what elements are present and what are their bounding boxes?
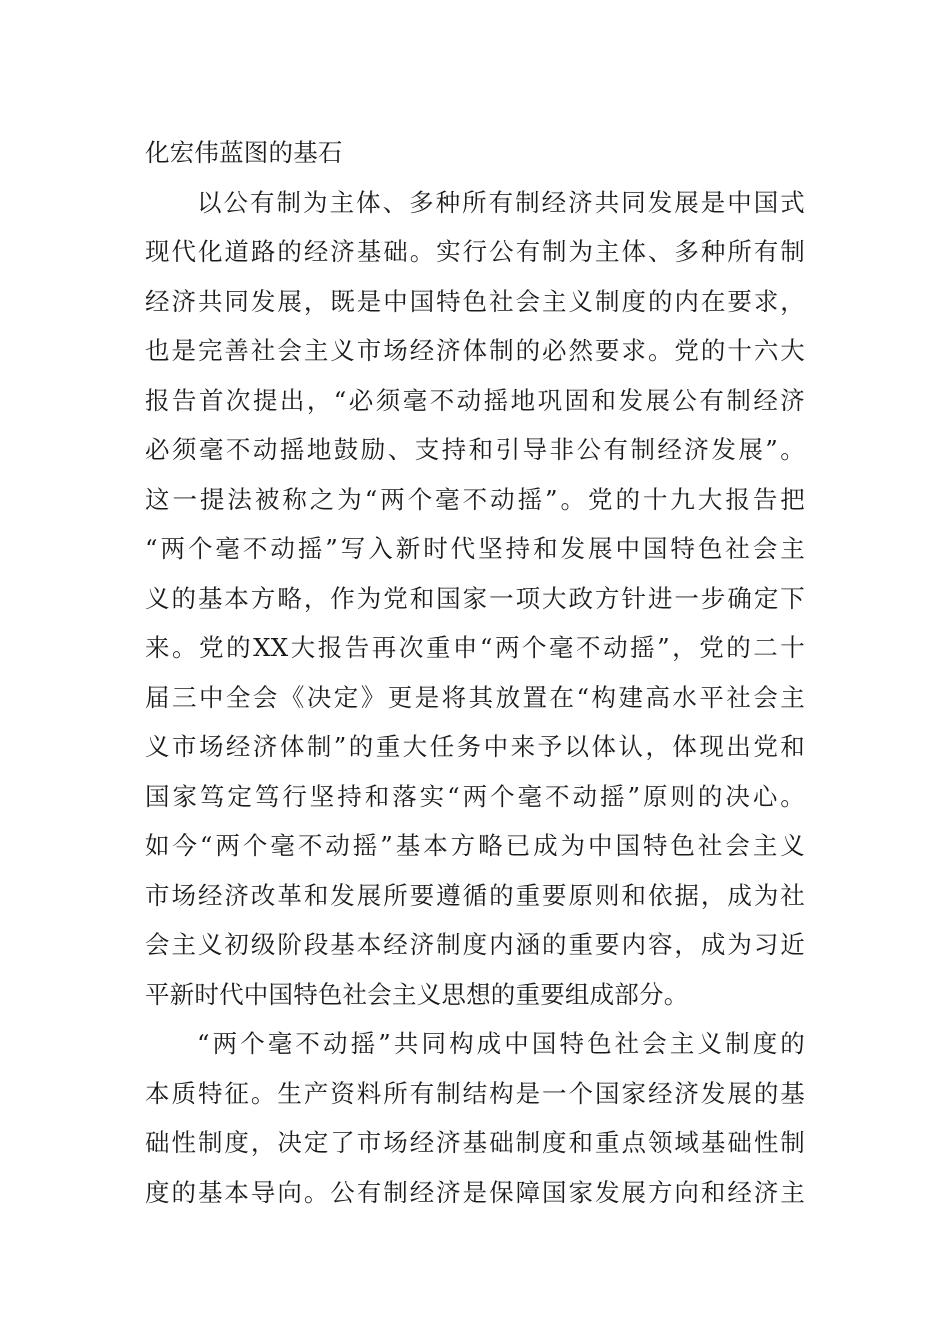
text-line-15: 如今“两个毫不动摇”基本方略已成为中国特色社会主义 bbox=[145, 831, 805, 860]
text-line-5: 也是完善社会主义市场经济体制的必然要求。党的十六大 bbox=[145, 336, 805, 365]
text-line-17: 会主义初级阶段基本经济制度内涵的重要内容，成为习近 bbox=[145, 930, 805, 959]
text-line-16: 市场经济改革和发展所要遵循的重要原则和依据，成为社 bbox=[145, 880, 805, 910]
body-text bbox=[145, 128, 805, 1217]
text-line-13: 义市场经济体制”的重大任务中来予以体认，体现出党和 bbox=[145, 732, 805, 761]
text-line-18: 平新时代中国特色社会主义思想的重要组成部分。 bbox=[145, 979, 689, 1009]
text-line-7: 必须毫不动摇地鼓励、支持和引导非公有制经济发展”。 bbox=[145, 435, 805, 464]
text-line-19: “两个毫不动摇”共同构成中国特色社会主义制度的 bbox=[197, 1029, 805, 1058]
text-line-2: 以公有制为主体、多种所有制经济共同发展是中国式 bbox=[197, 187, 805, 217]
text-line-21: 础性制度，决定了市场经济基础制度和重点领域基础性制 bbox=[145, 1128, 805, 1157]
text-line-4: 经济共同发展，既是中国特色社会主义制度的内在要求， bbox=[145, 286, 805, 316]
text-line-22: 度的基本导向。公有制经济是保障国家发展方向和经济主 bbox=[145, 1177, 805, 1207]
text-line-14: 国家笃定笃行坚持和落实“两个毫不动摇”原则的决心。 bbox=[145, 781, 805, 811]
text-line-1: 化宏伟蓝图的基石 bbox=[145, 138, 343, 167]
text-line-3: 现代化道路的经济基础。实行公有制为主体、多种所有制 bbox=[145, 237, 805, 266]
text-line-20: 本质特征。生产资料所有制结构是一个国家经济发展的基 bbox=[145, 1078, 805, 1108]
text-line-12: 届三中全会《决定》更是将其放置在“构建高水平社会主 bbox=[145, 682, 805, 712]
text-line-8: 这一提法被称之为“两个毫不动摇”。党的十九大报告把 bbox=[145, 484, 805, 514]
text-line-10: 义的基本方略，作为党和国家一项大政方针进一步确定下 bbox=[145, 583, 805, 613]
text-line-11: 来。党的XX大报告再次重申“两个毫不动摇”，党的二十 bbox=[145, 633, 805, 662]
text-line-9: “两个毫不动摇”写入新时代坚持和发展中国特色社会主 bbox=[145, 534, 805, 563]
text-line-6: 报告首次提出，“必须毫不动摇地巩固和发展公有制经济 bbox=[145, 385, 805, 415]
